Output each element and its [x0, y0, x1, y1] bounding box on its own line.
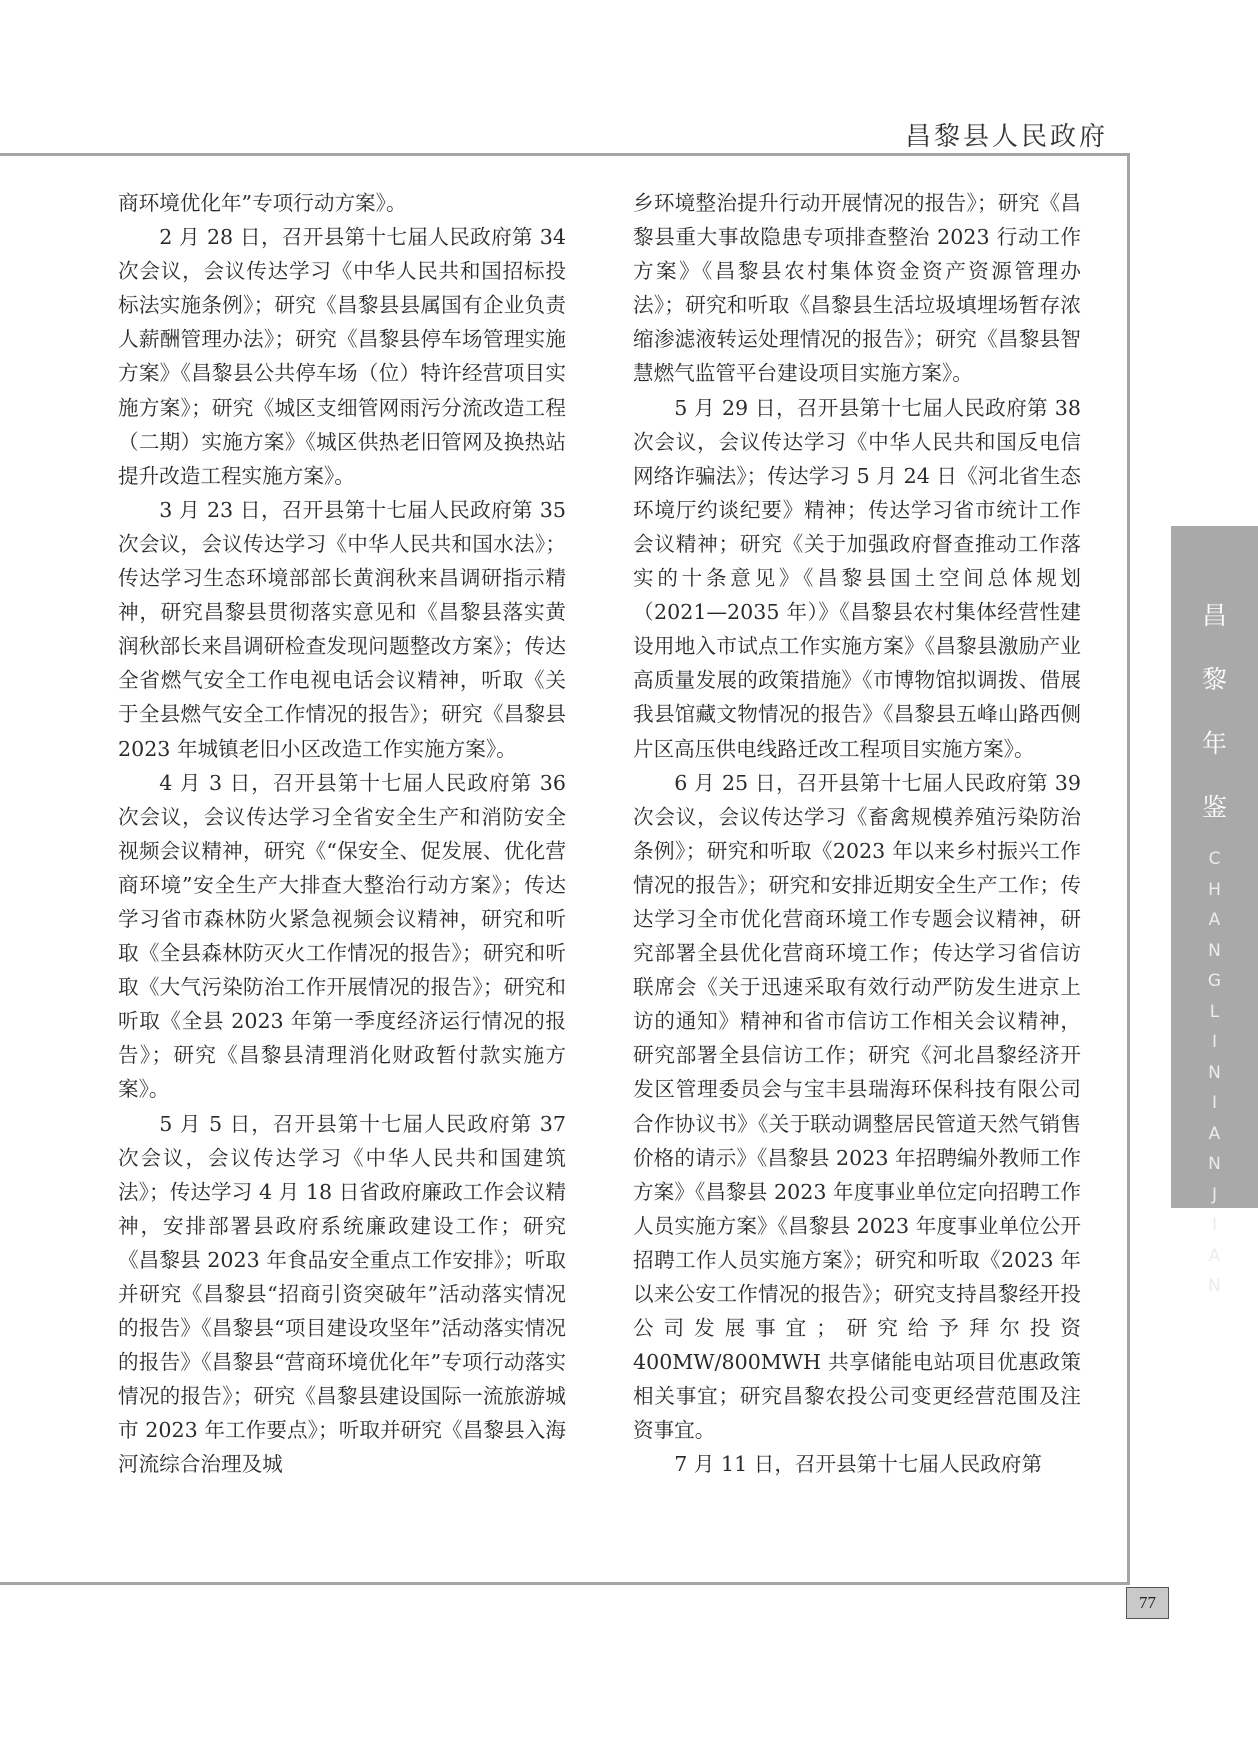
- right-column: [633, 186, 1081, 1586]
- running-header-title: 昌黎县人民政府: [904, 122, 1108, 152]
- paragraph-meeting-38: 5 月 29 日，召开县第十七届人民政府第 38 次会议，会议传达学习《中华人民共和国反电信网络诈骗法》；传达学习 5 月 24 日《河北省生态环境厅约谈纪要》精神；传达学习省市统计工作会议精神；研究《关于加强政府督查推动工作落实的十条意见》《昌黎县国土空间总体规划（2021—2035 年）》《昌黎县农村集体经营性建设用地入市试点工作实施方案》《昌黎县激励产业高质量发展的政策措施》《市博物馆拟调拨、借展我县馆藏文物情况的报告》《昌黎县五峰山路西侧片区高压供电线路迁改工程项目实施方案》。: [633, 395, 1081, 761]
- frame-top-rule: [0, 153, 1130, 156]
- paragraph-meeting-36: 4 月 3 日，召开县第十七届人民政府第 36 次会议，会议传达学习全省安全生产和消防安全视频会议精神，研究《“保安全、促发展、优化营商环境”安全生产大排查大整治行动方案》；传达学习省市森林防火紧急视频会议精神，研究和听取《全县森林防灭火工作情况的报告》；研究和听取《大气污染防治工作开展情况的报告》；研究和听取《全县 2023 年第一季度经济运行情况的报告》；研究《昌黎县清理消化财政暂付款实施方案》。: [118, 770, 566, 1102]
- paragraph-meeting-40: 7 月 11 日，召开县第十七届人民政府第: [674, 1452, 1043, 1477]
- paragraph-meeting-35: 3 月 23 日，召开县第十七届人民政府第 35 次会议，会议传达学习《中华人民共和国水法》；传达学习生态环境部部长黄润秋来昌调研指示精神，研究昌黎县贯彻落实意见和《昌黎县落实黄润秋部长来昌调研检查发现问题整改方案》；传达全省燃气安全工作电视电话会议精神，听取《关于全县燃气安全工作情况的报告》；研究《昌黎县 2023 年城镇老旧小区改造工作实施方案》。: [118, 497, 566, 761]
- paragraph-continuation: 乡环境整治提升行动开展情况的报告》；研究《昌黎县重大事故隐患专项排查整治 2023 行动工作方案》《昌黎县农村集体资金资产资源管理办法》；研究和听取《昌黎县生活垃圾填埋场暂存浓缩渗滤液转运处理情况的报告》；研究《昌黎县智慧燃气监管平台建设项目实施方案》。: [633, 191, 1081, 386]
- page-number: 77: [1126, 1587, 1169, 1619]
- side-tab-chinese-title: 昌 黎 年 鉴: [1201, 601, 1227, 822]
- paragraph-continuation: 商环境优化年”专项行动方案》。: [118, 191, 407, 215]
- left-column: [118, 186, 566, 1586]
- side-tab-pinyin-title: C H A N G L I N I A N J I A N: [1207, 849, 1222, 1296]
- paragraph-meeting-39: 6 月 25 日，召开县第十七届人民政府第 39 次会议，会议传达学习《畜禽规模养殖污染防治条例》；研究和听取《2023 年以来乡村振兴工作情况的报告》；研究和安排近期安全生产工作；传达学习全市优化营商环境工作专题会议精神，研究部署全县优化营商环境工作；传达学习省信访联席会《关于迅速采取有效行动严防发生进京上访的通知》精神和省市信访工作相关会议精神，研究部署全县信访工作；研究《河北昌黎经济开发区管理委员会与宝丰县瑞海环保科技有限公司合作协议书》《关于联动调整居民管道天然气销售价格的请示》《昌黎县 2023 年招聘编外教师工作方案》《昌黎县 2023 年度事业单位定向招聘工作人员实施方案》《昌黎县 2023 年度事业单位公开招聘工作人员实施方案》；研究和听取《2023 年以来公安工作情况的报告》；研究支持昌黎经开投公司发展事宜；研究给予拜尔投资 400MW/800MWH 共享储能电站项目优惠政策相关事宜；研究昌黎农投公司变更经营范围及注资事宜。: [633, 770, 1081, 1443]
- frame-right-rule: [1127, 153, 1130, 1585]
- yearbook-side-tab: [1171, 526, 1258, 1296]
- paragraph-meeting-34: 2 月 28 日，召开县第十七届人民政府第 34 次会议，会议传达学习《中华人民共和国招标投标法实施条例》；研究《昌黎县县属国有企业负责人薪酬管理办法》；研究《昌黎县停车场管理实施方案》《昌黎县公共停车场（位）特许经营项目实施方案》；研究《城区支细管网雨污分流改造工程（二期）实施方案》《城区供热老旧管网及换热站提升改造工程实施方案》。: [118, 225, 566, 488]
- paragraph-meeting-37: 5 月 5 日，召开县第十七届人民政府第 37 次会议，会议传达学习《中华人民共和国建筑法》；传达学习 4 月 18 日省政府廉政工作会议精神，安排部署县政府系统廉政建设工作；研究《昌黎县 2023 年食品安全重点工作安排》；听取并研究《昌黎县“招商引资突破年”活动落实情况的报告》《昌黎县“项目建设攻坚年”活动落实情况的报告》《昌黎县“营商环境优化年”专项行动落实情况的报告》；研究《昌黎县建设国际一流旅游城市 2023 年工作要点》；听取并研究《昌黎县入海河流综合治理及城: [118, 1111, 566, 1477]
